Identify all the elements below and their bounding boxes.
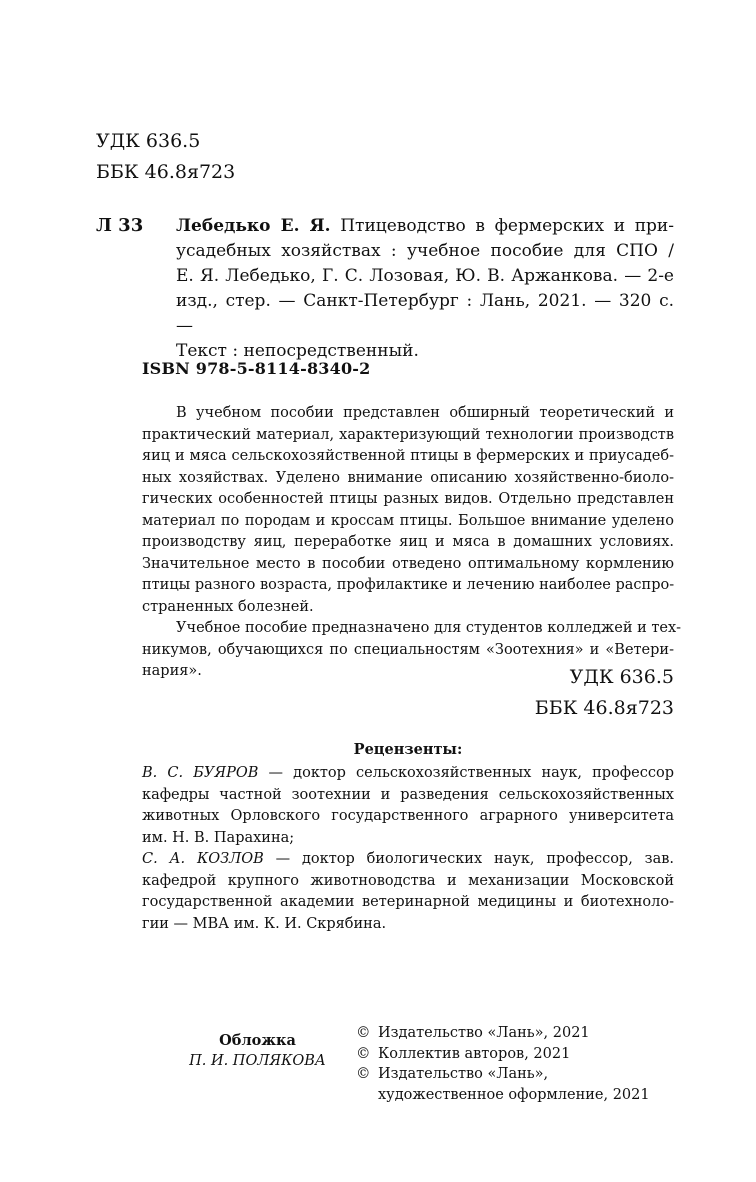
abstract-line: Значительное место в пособии отведено оптимальному кормлению [142, 555, 674, 572]
author-sign: Л 33 [96, 215, 144, 236]
abstract-line: птицы разного возраста, профилактике и лечению наиболее распро- [142, 577, 675, 593]
abstract-line: яиц и мяса сельскохозяйственной птицы в фермерских и приусадеб- [142, 448, 674, 464]
bbk-code: ББК 46.8я723 [534, 697, 674, 719]
udk-block-bottom [535, 662, 674, 724]
copyright-row [356, 1064, 650, 1085]
abstract-line: Учебное пособие предназначено для студентов колледжей и тех- [176, 620, 682, 636]
copyright-text: Издательство «Лань», 2021 [378, 1025, 590, 1041]
reviewer-line: кафедры частной зоотехнии и разведения сельскохозяйственных [142, 786, 674, 803]
reviewer-line: государственной академии ветеринарной медицины и биотехноло- [142, 894, 674, 910]
isbn: ISBN 978-5-8114-8340-2 [142, 359, 371, 378]
udk-code: УДК 636.5 [569, 666, 674, 688]
copyright-text: Издательство «Лань», [378, 1066, 549, 1082]
author-head: Лебедько Е. Я. [176, 216, 331, 236]
udk-code: УДК 636.5 [96, 130, 201, 152]
reviewers-list [142, 763, 674, 935]
abstract-line: производству яиц, переработке яиц и мяса в домашних условиях. [142, 534, 674, 550]
entry-line: изд., стер. — Санкт-Петербург : Лань, 2021. — 320 с. — [176, 291, 674, 336]
reviewer-line: гии — МВА им. К. И. Скрябина. [142, 915, 387, 932]
entry-line: Птицеводство в фермерских и при- [330, 216, 674, 236]
copyright-icon: © [356, 1045, 371, 1062]
abstract-line: ных хозяйствах. Уделено внимание описанию хозяйственно-биоло- [142, 469, 674, 486]
reviewer-line: — доктор биологических наук, профессор, зав. [263, 851, 674, 867]
abstract [142, 403, 682, 683]
bbk-code: ББК 46.8я723 [96, 161, 236, 183]
copyright-icon: © [356, 1025, 371, 1041]
bibliographic-entry [176, 214, 674, 364]
reviewer-line: животных Орловского государственного аграрного университета [142, 808, 674, 824]
abstract-line: никумов, обучающихся по специальностям «Зоотехния» и «Ветери- [142, 641, 674, 658]
cover-designer: П. И. ПОЛЯКОВА [189, 1053, 326, 1069]
reviewer-name: В. С. БУЯРОВ [142, 765, 259, 781]
entry-line: Текст : непосредственный. [176, 341, 419, 361]
copyright-block [356, 1023, 650, 1105]
entry-line: усадебных хозяйствах : учебное пособие для СПО / [176, 241, 674, 261]
abstract-line: В учебном пособии представлен обширный теоретический и [176, 405, 674, 421]
abstract-line: материал по породам и кроссам птицы. Большое внимание уделено [142, 512, 674, 529]
reviewer-line: им. Н. В. Парахина; [142, 829, 295, 846]
copyright-icon: © [356, 1066, 371, 1082]
abstract-line: страненных болезней. [142, 598, 314, 615]
abstract-line: практический материал, характеризующий технологии производств [142, 426, 674, 443]
cover-label: Обложка [219, 1032, 296, 1049]
copyright-text: Коллектив авторов, 2021 [378, 1045, 571, 1062]
entry-line: Е. Я. Лебедько, Г. С. Лозовая, Ю. В. Аржанкова. — 2-е [176, 266, 674, 286]
udk-block-top [96, 126, 235, 188]
reviewers-title: Рецензенты: [353, 741, 463, 758]
reviewer-line: — доктор сельскохозяйственных наук, профессор [258, 765, 674, 781]
reviewer-line: кафедрой крупного животноводства и механизации Московской [142, 872, 674, 889]
copyright-row [356, 1044, 650, 1065]
copyright-continuation: художественное оформление, 2021 [378, 1086, 650, 1103]
copyright-row [356, 1023, 650, 1044]
reviewer-name: С. А. КОЗЛОВ [142, 851, 264, 867]
abstract-line: гических особенностей птицы разных видов. Отдельно представлен [142, 491, 674, 507]
abstract-line: нария». [142, 663, 202, 679]
